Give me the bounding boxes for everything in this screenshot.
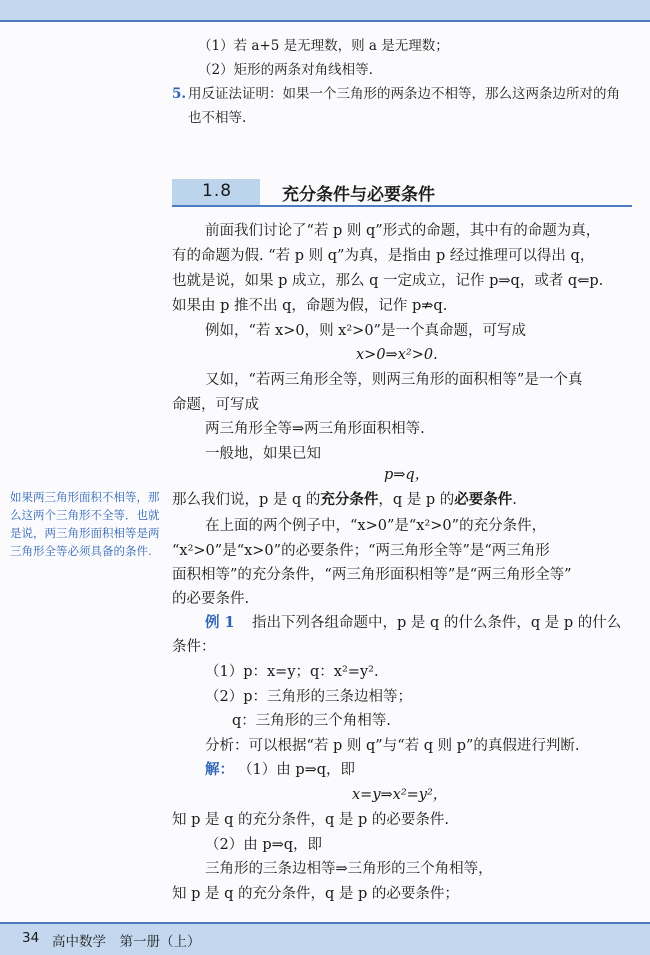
body-line-6: 又如，“若两三角形全等，则两三角形的面积相等”是一个真 bbox=[205, 372, 583, 388]
definition-text-e: . bbox=[512, 492, 517, 508]
exercise-item-2: （2）矩形的两条对角线相等. bbox=[198, 62, 373, 78]
book-title: 高中数学 第一册（上） bbox=[52, 934, 201, 950]
example-question-line-2: 条件： bbox=[172, 639, 216, 655]
section-number: 1.8 bbox=[202, 181, 233, 201]
body-line-13: 面积相等”的充分条件，“两三角形面积相等”是“两三角形全等” bbox=[172, 567, 572, 583]
body-line-7: 命题，可写成 bbox=[172, 397, 259, 413]
margin-note: 如果两三角形面积不相等，那么这两个三角形不全等．也就是说，两三角形面积相等是两三角形全等必须具备的条件. bbox=[10, 490, 160, 558]
solution-line-5: 知 p 是 q 的充分条件，q 是 p 的必要条件； bbox=[172, 886, 459, 902]
term-necessary-condition: 必要条件 bbox=[454, 491, 513, 508]
formula-p-implies-q: p⇒q， bbox=[384, 467, 430, 483]
body-line-12: “x²>0”是“x>0”的必要条件；“两三角形全等”是“两三角形 bbox=[172, 543, 550, 559]
exercise-number-5: 5. bbox=[172, 86, 187, 102]
body-line-14: 的必要条件. bbox=[172, 591, 250, 607]
body-line-3: 也就是说，如果 p 成立，那么 q 一定成立，记作 p⇒q，或者 q⇐p. bbox=[172, 273, 604, 289]
body-line-9: 一般地，如果已知 bbox=[205, 446, 321, 462]
example-group-1: （1）p：x=y；q：x²=y². bbox=[205, 664, 379, 680]
solution-line-4: 三角形的三条边相等⇒三角形的三个角相等， bbox=[205, 861, 493, 877]
solution-formula: x=y⇒x²=y²， bbox=[352, 787, 448, 803]
body-line-11: 在上面的两个例子中，“x>0”是“x²>0”的充分条件， bbox=[205, 518, 547, 534]
definition-line bbox=[172, 489, 517, 511]
example-question-line-1: 指出下列各组命题中，p 是 q 的什么条件，q 是 p 的什么 bbox=[252, 615, 622, 631]
example-label: 例 1 bbox=[205, 614, 235, 631]
body-line-5: 例如，“若 x>0，则 x²>0”是一个真命题，可写成 bbox=[205, 323, 526, 339]
section-rule bbox=[172, 205, 632, 207]
term-sufficient-condition: 充分条件 bbox=[320, 491, 379, 508]
example-analysis: 分析：可以根据“若 p 则 q”与“若 q 则 p”的真假进行判断. bbox=[205, 738, 580, 754]
solution-label: 解： bbox=[205, 761, 234, 778]
formula-x-positive: x>0⇒x²>0. bbox=[356, 347, 438, 363]
exercise-5-line-1: 用反证法证明：如果一个三角形的两条边不相等，那么这两条边所对的角 bbox=[188, 86, 620, 102]
definition-text-a: 那么我们说，p 是 q 的 bbox=[172, 492, 321, 508]
body-line-8: 两三角形全等⇒两三角形面积相等. bbox=[205, 421, 425, 437]
example-group-2-q: q：三角形的三个角相等. bbox=[232, 713, 391, 729]
top-rule bbox=[0, 20, 650, 22]
exercise-5-line-2: 也不相等. bbox=[188, 110, 247, 126]
solution-line-1: （1）由 p⇒q，即 bbox=[238, 762, 356, 778]
body-line-1: 前面我们讨论了“若 p 则 q”形式的命题，其中有的命题为真， bbox=[205, 223, 601, 239]
top-band bbox=[0, 0, 650, 20]
section-header bbox=[172, 179, 632, 207]
example-group-2-p: （2）p：三角形的三条边相等； bbox=[205, 689, 413, 705]
body-line-4: 如果由 p 推不出 q，命题为假，记作 p⇏q. bbox=[172, 298, 448, 314]
solution-line-2: 知 p 是 q 的充分条件，q 是 p 的必要条件. bbox=[172, 812, 449, 828]
page-number: 34 bbox=[22, 930, 40, 946]
bottom-rule bbox=[0, 922, 650, 924]
definition-text-c: ，q 是 p 的 bbox=[378, 492, 455, 508]
exercise-item-1: （1）若 a+5 是无理数，则 a 是无理数； bbox=[198, 38, 449, 54]
solution-line-3: （2）由 p⇒q，即 bbox=[205, 837, 323, 853]
section-title: 充分条件与必要条件 bbox=[282, 185, 435, 205]
body-line-2: 有的命题为假. “若 p 则 q”为真，是指由 p 经过推理可以得出 q， bbox=[172, 248, 595, 264]
